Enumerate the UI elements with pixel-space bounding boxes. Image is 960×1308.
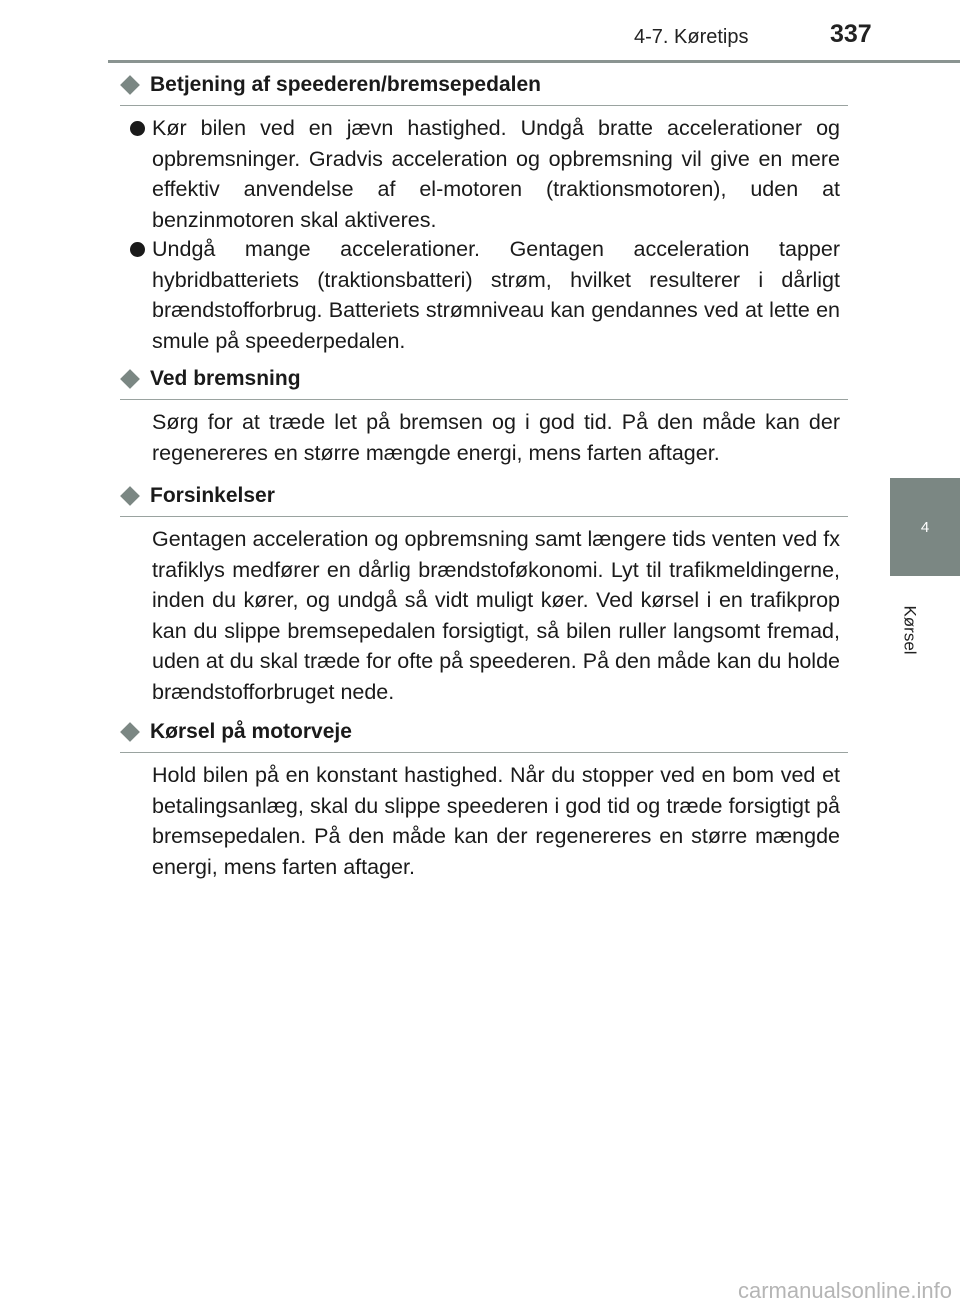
watermark-text: carmanualsonline.info: [737, 1278, 952, 1303]
section-paragraph: Hold bilen på en konstant hastighed. Når du stopper ved en bom ved et betalingsanlæg, skal du slippe speederen i god tid og træde forsigtigt på bremsepedalen. På den måde kan der regenereres en større mængde energi, mens farten aftager.: [152, 763, 840, 879]
chapter-label-container: [900, 600, 920, 660]
section-heading: [120, 717, 848, 747]
heading-divider: [120, 752, 848, 753]
diamond-bullet-icon: [120, 369, 140, 389]
section-title: Kørsel på motorveje: [150, 720, 352, 743]
chapter-label: Kørsel: [901, 605, 920, 655]
section-paragraph: Gentagen acceleration og opbremsning samt længere tids venten ved fx trafiklys medfører en dårlig brændstoføkonomi. Lyt til trafikmeldingerne, inden du kører, og undgå så vidt muligt køer. Ved kørsel i en trafikprop kan du slippe bremsepedalen forsigtigt, så bilen ruller langsomt fremad, uden at du skal træde for ofte på speederen. På den måde kan du holde brændstofforbruget nede.: [152, 527, 840, 704]
section-paragraph: Sørg for at træde let på bremsen og i god tid. På den måde kan der regenereres en større mængde energi, mens farten aftager.: [152, 410, 840, 465]
section-heading: [120, 481, 848, 511]
section-heading: [120, 70, 848, 100]
diamond-bullet-icon: [120, 75, 140, 95]
section-delays: [120, 481, 848, 704]
heading-divider: [120, 516, 848, 517]
page-number: 337: [830, 20, 872, 48]
section-title: Betjening af speederen/bremsepedalen: [150, 73, 541, 96]
heading-divider: [120, 399, 848, 400]
section-accelerator-brake: [120, 70, 848, 353]
chapter-tab: [890, 478, 960, 576]
chapter-number: 4: [920, 518, 930, 536]
list-item-text: Kør bilen ved en jævn hastighed. Undgå bratte accelerationer og opbremsninger. Gradvis acceleration og opbremsning vil give en mere effektiv anvendelse af el-motoren (traktionsmotoren), uden at benzinmotoren skal aktiveres.: [152, 116, 840, 232]
section-title: Forsinkelser: [150, 484, 275, 507]
diamond-bullet-icon: [120, 486, 140, 506]
section-braking: [120, 364, 848, 465]
section-motorway: [120, 717, 848, 879]
header-divider: [108, 60, 960, 63]
section-title: Ved bremsning: [150, 367, 301, 390]
section-heading: [120, 364, 848, 394]
round-bullet-icon: [130, 121, 145, 136]
diamond-bullet-icon: [120, 722, 140, 742]
list-item-text: Undgå mange accelerationer. Gentagen acceleration tapper hybridbatteriets (traktionsbatteri) strøm, hvilket resulterer i dårligt brændstofforbrug. Batteriets strømniveau kan gendannes ved at lette en smule på speederpedalen.: [152, 237, 840, 353]
heading-divider: [120, 105, 848, 106]
running-header-section: 4-7. Køretips: [634, 26, 749, 48]
round-bullet-icon: [130, 242, 145, 257]
